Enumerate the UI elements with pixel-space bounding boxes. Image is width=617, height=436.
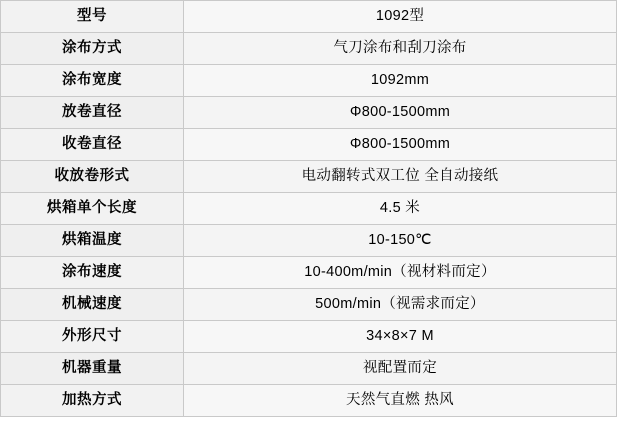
table-row xyxy=(1,225,617,257)
table-row xyxy=(1,1,617,33)
spec-value: 10-150℃ xyxy=(184,225,617,257)
spec-value: 4.5 米 xyxy=(184,193,617,225)
table-row xyxy=(1,193,617,225)
table-row xyxy=(1,129,617,161)
spec-label: 涂布速度 xyxy=(1,257,184,289)
spec-label: 机械速度 xyxy=(1,289,184,321)
spec-label: 加热方式 xyxy=(1,385,184,417)
spec-label: 烘箱单个长度 xyxy=(1,193,184,225)
spec-label: 机器重量 xyxy=(1,353,184,385)
table-row xyxy=(1,97,617,129)
spec-value: 气刀涂布和刮刀涂布 xyxy=(184,33,617,65)
table-row xyxy=(1,161,617,193)
table-row xyxy=(1,33,617,65)
table-row xyxy=(1,65,617,97)
spec-label: 外形尺寸 xyxy=(1,321,184,353)
spec-label: 收放卷形式 xyxy=(1,161,184,193)
spec-value: 视配置而定 xyxy=(184,353,617,385)
spec-value: 1092型 xyxy=(184,1,617,33)
spec-value: Φ800-1500mm xyxy=(184,129,617,161)
spec-label: 涂布方式 xyxy=(1,33,184,65)
spec-label: 烘箱温度 xyxy=(1,225,184,257)
table-row xyxy=(1,353,617,385)
table-row xyxy=(1,385,617,417)
specification-table-body xyxy=(1,1,617,417)
spec-label: 型号 xyxy=(1,1,184,33)
spec-label: 收卷直径 xyxy=(1,129,184,161)
spec-label: 涂布宽度 xyxy=(1,65,184,97)
spec-value: 1092mm xyxy=(184,65,617,97)
table-row xyxy=(1,321,617,353)
spec-value: 天然气直燃 热风 xyxy=(184,385,617,417)
spec-value: 34×8×7 M xyxy=(184,321,617,353)
spec-value: 电动翻转式双工位 全自动接纸 xyxy=(184,161,617,193)
spec-label: 放卷直径 xyxy=(1,97,184,129)
spec-value: 500m/min（视需求而定） xyxy=(184,289,617,321)
spec-value: Φ800-1500mm xyxy=(184,97,617,129)
table-row xyxy=(1,257,617,289)
spec-value: 10-400m/min（视材料而定） xyxy=(184,257,617,289)
table-row xyxy=(1,289,617,321)
